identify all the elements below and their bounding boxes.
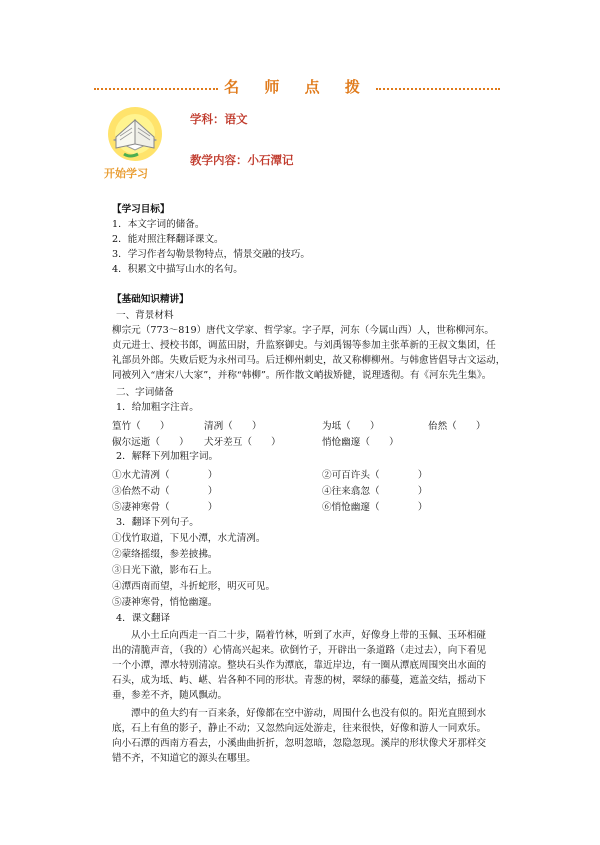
- objectives-heading: 【学习目标】: [112, 204, 170, 215]
- header-rule-left: [94, 88, 218, 90]
- pinyin-item: 清冽（ ）: [204, 421, 262, 432]
- header-rule-right: [376, 88, 500, 90]
- sentence-item: ②蒙络摇缀，参差披拂。: [112, 549, 218, 560]
- question-3: 3．翻译下列句子。: [116, 517, 199, 528]
- page-title: 名 师 点 拨: [224, 78, 370, 96]
- translation-paragraph: 潭中的鱼大约有一百来条，好像都在空中游动，周围什么也没有似的。阳光直照到水底，石上有鱼的影子，静止不动；又忽然向远处游走，往来很快，好像和游人一同欢乐。向小石潭的西南方看去，小溪曲曲折折，忽明忽暗，忽隐忽现。溪岸的形状像犬牙那样交错不齐，不知道它的源头在哪里。: [112, 708, 487, 764]
- background-line: 柳宗元（773～819）唐代文学家、哲学家。字子厚，河东（今属山西）人，世称柳河东。: [112, 325, 494, 336]
- sentence-item: ①伐竹取道，下见小潭，水尤清冽。: [112, 533, 266, 544]
- pinyin-item: 俶尔远逝（ ）: [112, 437, 189, 448]
- question-2: 2．解释下列加粗字词。: [116, 451, 219, 462]
- vocab-title: 二、字词储备: [116, 387, 174, 398]
- background-title: 一、背景材料: [116, 310, 174, 321]
- sentence-item: ③日光下澈，影布石上。: [112, 565, 218, 576]
- explain-item: ①水尤清冽（ ）: [112, 470, 218, 481]
- explain-item: ②可百许头（ ）: [322, 470, 428, 481]
- pinyin-item: 为坻（ ）: [322, 421, 380, 432]
- basics-heading: 【基础知识精讲】: [112, 294, 189, 305]
- question-1: 1．给加粗字注音。: [116, 402, 199, 413]
- background-line: 同被列入“唐宋八大家”，并称“韩柳”。所作散文峭拔矫健，说理透彻。有《河东先生集》。: [112, 370, 492, 381]
- objective-item: 4．积累文中描写山水的名句。: [112, 264, 243, 275]
- content-label: 教学内容：小石潭记: [190, 153, 294, 167]
- sentence-item: ④潭西南而望，斗折蛇形，明灭可见。: [112, 581, 276, 592]
- pinyin-item: 佁然（ ）: [428, 421, 486, 432]
- objective-item: 1．本文字词的储备。: [112, 219, 205, 230]
- explain-item: ⑥悄怆幽邃（ ）: [322, 502, 428, 513]
- sentence-item: ⑤凄神寒骨，悄怆幽邃。: [112, 597, 218, 608]
- background-line: 贞元进士、授校书郎，调蓝田尉，升监察御史。与刘禹锡等参加主张革新的王叔文集团，任: [112, 340, 496, 351]
- question-4: 4．课文翻译: [116, 613, 171, 624]
- subject-label: 学科：语文: [190, 112, 248, 126]
- explain-item: ⑤凄神寒骨（ ）: [112, 502, 218, 513]
- objective-item: 3．学习作者勾勒景物特点，情景交融的技巧。: [112, 249, 310, 260]
- explain-item: ③佁然不动（ ）: [112, 486, 218, 497]
- book-icon: [104, 104, 166, 164]
- explain-item: ④往来翕忽（ ）: [322, 486, 428, 497]
- background-line: 礼部员外郎。失败后贬为永州司马。后迁柳州刺史，故又称柳柳州。与韩愈皆倡导古文运动，: [112, 355, 506, 366]
- pinyin-item: 篁竹（ ）: [112, 421, 170, 432]
- pinyin-item: 悄怆幽邃（ ）: [322, 437, 399, 448]
- pinyin-item: 犬牙差互（ ）: [204, 437, 281, 448]
- objective-item: 2．能对照注释翻译课文。: [112, 234, 224, 245]
- translation-paragraph: 从小土丘向西走一百二十步，隔着竹林，听到了水声，好像身上带的玉佩、玉环相碰出的清脆声音，（我的）心情高兴起来。砍倒竹子，开辟出一条道路（走过去），向下看见一个小潭，潭水特别清凉。整块石头作为潭底，靠近岸边，有一圈从潭底周围突出水面的石头，成为坻、屿、嵁、岩各种不同的形状。青葱的树，翠绿的藤蔓，遮盖交结，摇动下垂，参差不齐，随风飘动。: [112, 630, 487, 701]
- start-badge-label: 开始学习: [104, 167, 148, 180]
